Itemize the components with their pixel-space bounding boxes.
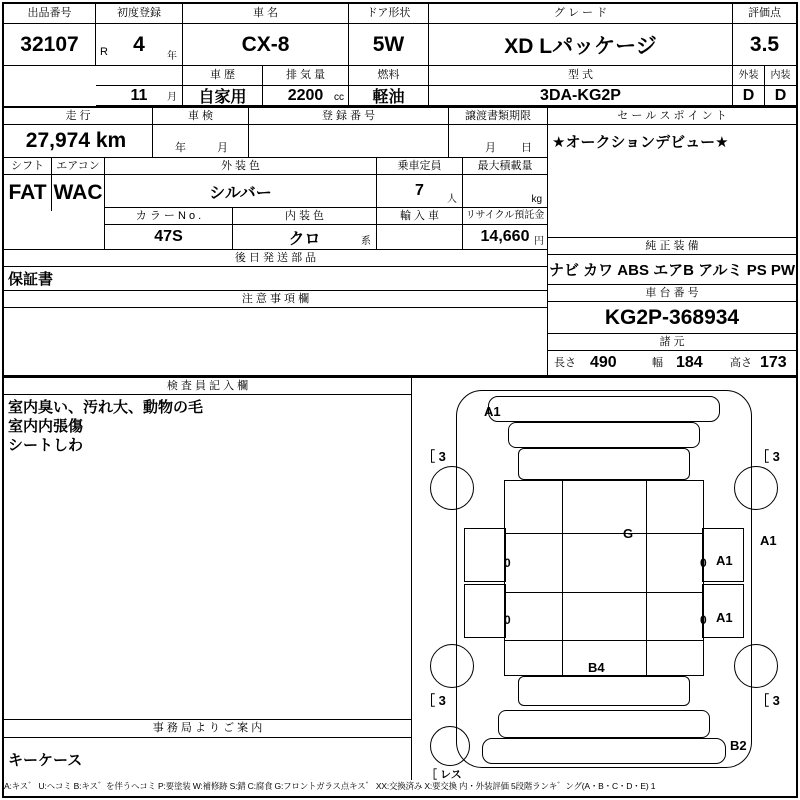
damage-mark-11: B4 (588, 660, 605, 675)
blank-left-1 (96, 66, 183, 86)
rear-bumper (482, 738, 726, 764)
inspector-line-2: 室内内張傷 (8, 417, 84, 435)
recycle-label: リサイクル預託金 (463, 208, 548, 225)
interior-grade-label: 内装 (765, 66, 796, 86)
damage-mark-12: ［ 3 (422, 693, 446, 708)
model-code-label: 型 式 (429, 66, 733, 86)
interior-color-value: クロ (288, 230, 321, 248)
damage-mark-10: A1 (716, 610, 733, 625)
cabin-divider-v1 (562, 480, 563, 676)
damage-mark-2: ［ 3 (756, 449, 780, 464)
shaken-year-unit: 年 (175, 142, 186, 154)
damage-diagram (412, 378, 796, 780)
shaken-month-unit: 月 (217, 142, 228, 154)
damage-mark-3: G (623, 526, 634, 541)
aircon-label: エアコン (52, 158, 105, 175)
max-load-label: 最大積載量 (463, 158, 548, 175)
displacement-value: 2200 (287, 86, 324, 104)
sales-point-text: ★オークションデビュー★ (548, 125, 796, 238)
shift-aircon-stub (4, 211, 105, 250)
damage-mark-4: A1 (760, 533, 777, 548)
equipment-label: 純 正 装 備 (548, 238, 796, 255)
aircon-value: WAC (52, 175, 105, 211)
shift-label: シフト (4, 158, 52, 175)
shaken-value-cell (153, 125, 249, 158)
displacement-unit: cc (334, 92, 344, 103)
width-label: 幅 (652, 357, 663, 369)
exterior-color-value: シルバー (105, 175, 377, 208)
transfer-month-unit: 月 (485, 142, 496, 154)
cabin-divider-v2 (646, 480, 647, 676)
office-label: 事 務 局 よ り ご 案 内 (4, 720, 412, 738)
score-value: 3.5 (733, 24, 796, 66)
shift-value: FAT (4, 175, 52, 211)
transfer-day-unit: 日 (521, 142, 532, 154)
transfer-deadline-label: 譲渡書類期限 (449, 108, 548, 125)
front-bumper (488, 396, 720, 422)
recycle-value: 14,660 (480, 228, 530, 245)
car-name-value: CX-8 (183, 24, 349, 66)
color-number-label: カ ラ ー N o . (105, 208, 233, 225)
inspector-line-3: シートしわ (8, 436, 84, 454)
windshield (518, 448, 690, 480)
seats-value: 7 (415, 182, 424, 199)
spare-wheel (430, 726, 470, 766)
door-shape-value: 5W (349, 24, 429, 66)
max-load-unit: kg (531, 194, 542, 205)
wheel-front-right (734, 466, 778, 510)
door-shape-label: ドア形状 (349, 4, 429, 24)
damage-mark-7: A1 (716, 553, 733, 568)
shaken-label: 車 検 (153, 108, 249, 125)
height-label: 高さ (730, 357, 752, 369)
grade-value: XD Lパッケージ (429, 24, 733, 66)
registration-number-value (249, 125, 449, 158)
chassis-number-value: KG2P-368934 (548, 302, 796, 334)
reg-year: 4 (133, 32, 145, 56)
cabin (504, 480, 704, 676)
notes-value (4, 308, 548, 376)
seats-value-cell (377, 175, 463, 208)
reg-month-unit: 月 (167, 92, 177, 103)
interior-color-label: 内 装 色 (233, 208, 377, 225)
rear-window (518, 676, 690, 706)
lot-number-value: 32107 (4, 24, 96, 66)
dimension-values (548, 351, 796, 376)
office-text: キーケース (4, 738, 412, 780)
cabin-divider-2 (504, 592, 704, 593)
damage-mark-8: 0 (504, 613, 511, 627)
interior-grade-value: D (765, 86, 796, 106)
inspector-label: 検 査 員 記 入 欄 (4, 378, 412, 395)
damage-mark-5: 0 (504, 556, 511, 570)
damage-mark-9: 0 (700, 613, 707, 627)
fuel-label: 燃料 (349, 66, 429, 86)
fuel-value: 軽油 (349, 86, 429, 106)
first-registration-label: 初度登録 (96, 4, 183, 24)
damage-mark-14: B2 (730, 738, 747, 753)
displacement-label: 排 気 量 (263, 66, 349, 86)
cabin-divider-1 (504, 533, 704, 534)
length-value: 490 (590, 354, 617, 371)
inspector-line-1: 室内臭い、汚れ大、動物の毛 (8, 399, 204, 416)
reg-year-unit: 年 (167, 51, 177, 62)
mileage-label: 走 行 (4, 108, 153, 125)
exterior-grade-value: D (733, 86, 765, 106)
damage-mark-0: A1 (484, 404, 501, 419)
import-value (377, 225, 463, 250)
damage-mark-13: ［ 3 (756, 693, 780, 708)
later-parts-value: 保証書 (4, 267, 548, 291)
wheel-rear-left (430, 644, 474, 688)
rear-left-door (464, 584, 506, 638)
reg-era: R (100, 46, 108, 58)
interior-color-value-cell (233, 225, 377, 250)
legend-footnote: A:キス゛ U:ヘコミ B:キス゛を伴うヘコミ P:要塗装 W:補修跡 S:錆 C:腐食 G:フロントガラス点キス゛ XX:交換済み X:要交換 内・外装評価 5段階ランキ゛ング(A・B・C・D・E) 1 (4, 781, 656, 791)
wheel-rear-right (734, 644, 778, 688)
front-left-door (464, 528, 506, 582)
seats-label: 乗車定員 (377, 158, 463, 175)
equipment-value: ナビ カワ ABS エアB アルミ PS PW (548, 255, 796, 285)
sales-point-label: セ ー ル ス ポ イ ン ト (548, 108, 796, 125)
lot-number-label: 出品番号 (4, 4, 96, 24)
trunk (498, 710, 710, 738)
auction-sheet (2, 2, 798, 798)
blank-corner (4, 66, 96, 106)
dimension-label: 諸 元 (548, 334, 796, 351)
history-value: 自家用 (183, 86, 263, 106)
recycle-value-cell (463, 225, 548, 250)
recycle-unit: 円 (534, 236, 544, 247)
exterior-color-label: 外 装 色 (105, 158, 377, 175)
first-registration-value (96, 24, 183, 66)
reg-month: 11 (130, 86, 148, 104)
car-name-label: 車 名 (183, 4, 349, 24)
seats-unit: 人 (447, 194, 457, 205)
damage-mark-6: 0 (700, 556, 707, 570)
later-parts-label: 後 日 発 送 部 品 (4, 250, 548, 267)
cabin-divider-3 (504, 640, 704, 641)
width-value: 184 (676, 354, 703, 371)
displacement-value-cell (263, 86, 349, 106)
registration-number-label: 登 録 番 号 (249, 108, 449, 125)
mileage-value-cell (4, 125, 153, 158)
transfer-deadline-value-cell (449, 125, 548, 158)
inspector-notes (4, 395, 412, 720)
damage-mark-15: ［ レス (426, 769, 462, 780)
import-label: 輸 入 車 (377, 208, 463, 225)
exterior-grade-label: 外装 (733, 66, 765, 86)
wheel-front-left (430, 466, 474, 510)
damage-mark-1: ［ 3 (422, 449, 446, 464)
chassis-number-label: 車 台 番 号 (548, 285, 796, 302)
max-load-value-cell (463, 175, 548, 208)
notes-label: 注 意 事 項 欄 (4, 291, 548, 308)
mileage-value: 27,974 km (25, 129, 127, 152)
height-value: 173 (760, 354, 787, 371)
grade-label: グ レ ー ド (429, 4, 733, 24)
hood (508, 422, 700, 448)
length-label: 長さ (554, 357, 576, 369)
first-registration-month (96, 86, 183, 106)
score-label: 評価点 (733, 4, 796, 24)
interior-color-unit: 系 (361, 236, 371, 247)
history-label: 車 歴 (183, 66, 263, 86)
model-code-value: 3DA-KG2P (429, 86, 733, 106)
color-number-value: 47S (105, 225, 233, 250)
